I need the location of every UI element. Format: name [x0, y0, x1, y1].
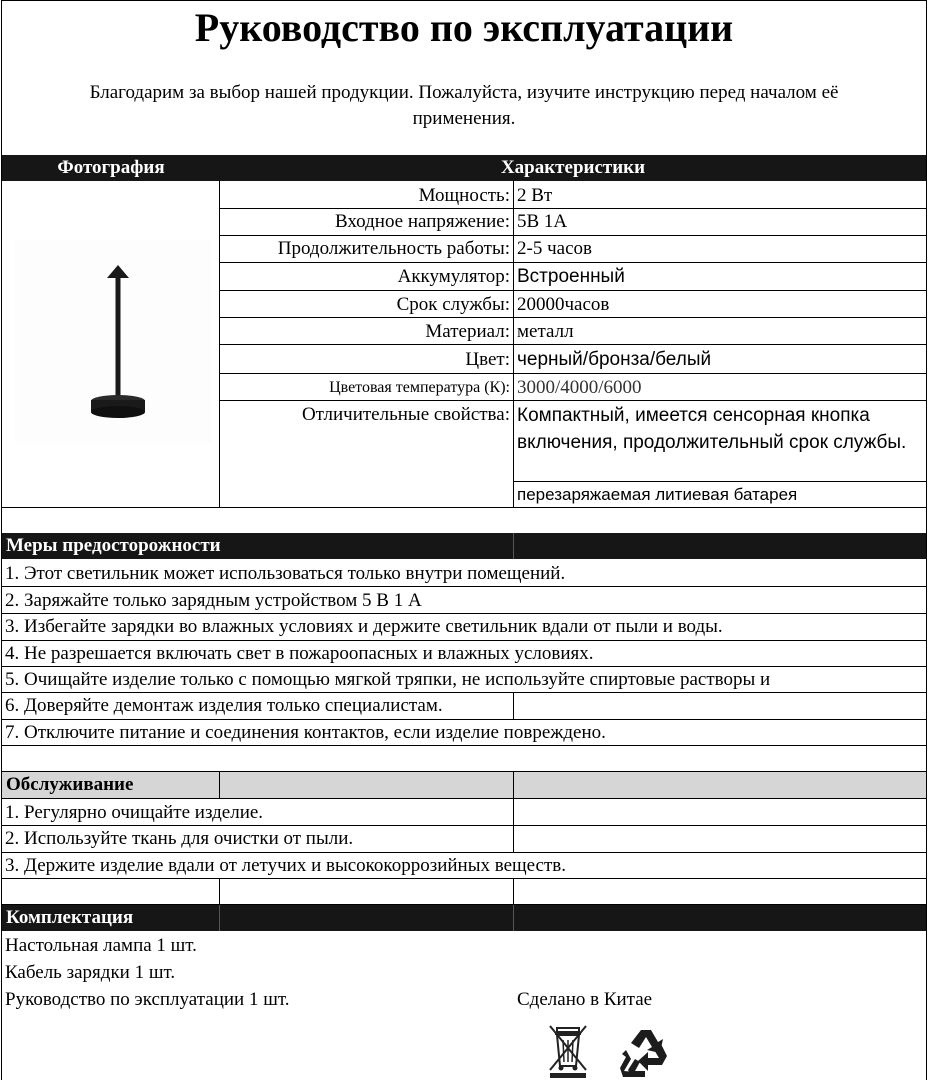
maintenance-item: 3. Держите изделие вдали от летучих и высококоррозийных веществ.: [5, 855, 567, 876]
precautions-header: [2, 533, 926, 559]
package-title: Комплектация: [6, 907, 134, 928]
product-photo: [15, 240, 211, 445]
intro-text: Благодарим за выбор нашей продукции. Пожалуйста, изучите инструкцию перед началом её применения.: [89, 82, 839, 129]
spec-value: 2-5 часов: [517, 238, 592, 259]
package-header: [2, 905, 926, 931]
spec-label: Цвет:: [465, 349, 510, 370]
spec-value: Компактный, имеется сенсорная кнопка включения, продолжительный срок службы.: [517, 405, 907, 453]
package-item: Руководство по эксплуатации 1 шт.: [5, 989, 290, 1010]
spec-table-header: [2, 155, 926, 181]
recycle-icon: [620, 1026, 672, 1078]
spec-label: Срок службы:: [396, 294, 510, 315]
spec-label: Аккумулятор:: [397, 266, 510, 287]
page-title: Руководство по эксплуатации: [194, 5, 734, 50]
precaution-item: 2. Заряжайте только зарядным устройством 5 В 1 А: [5, 590, 422, 611]
grid-line: [219, 905, 220, 931]
grid-line: [219, 290, 926, 291]
spec-value: 2 Вт: [517, 185, 553, 206]
maintenance-header: [2, 772, 926, 798]
photo-column-header: Фотография: [57, 157, 165, 178]
spec-value: черный/бронза/белый: [517, 349, 712, 370]
grid-line: [2, 798, 926, 799]
spec-label: Материал:: [425, 321, 510, 342]
precautions-title: Меры предосторожности: [6, 535, 221, 556]
precaution-item: 5. Очищайте изделие только с помощью мягкой тряпки, не используйте спиртовые растворы и: [5, 669, 771, 690]
maintenance-title: Обслуживание: [6, 774, 134, 795]
precaution-item: 1. Этот светильник может использоваться только внутри помещений.: [5, 563, 566, 584]
spec-value-extra: перезаряжаемая литиевая батарея: [517, 485, 798, 504]
package-item: Настольная лампа 1 шт.: [5, 935, 197, 956]
package-item: Кабель зарядки 1 шт.: [5, 962, 176, 983]
grid-line: [513, 878, 514, 904]
spec-label: Цветовая температура (К):: [329, 379, 510, 396]
maintenance-item: 2. Используйте ткань для очистки от пыли.: [5, 828, 354, 849]
made-in-label: Сделано в Китае: [517, 989, 653, 1010]
grid-line: [219, 373, 926, 374]
spec-label: Продолжительность работы:: [277, 238, 510, 259]
table-lamp-image: [15, 240, 211, 445]
precaution-item: 7. Отключите питание и соединения контактов, если изделие повреждено.: [5, 722, 606, 743]
grid-line: [513, 905, 514, 931]
grid-line: [513, 533, 514, 559]
spec-value: 5В 1А: [517, 211, 568, 232]
crossed-bin-icon: [546, 1022, 590, 1078]
spec-value: 3000/4000/6000: [517, 377, 642, 398]
specs-column-header: Характеристики: [500, 157, 646, 178]
spec-value: 20000часов: [517, 294, 610, 315]
precaution-item: 4. Не разрешается включать свет в пожароопасных и влажных условиях.: [5, 643, 594, 664]
spec-label: Отличительные свойства:: [301, 404, 510, 425]
spec-value: металл: [517, 321, 574, 342]
grid-line: [513, 772, 514, 798]
spec-label: Входное напряжение:: [334, 211, 510, 232]
grid-line: [219, 878, 220, 904]
spec-value: Встроенный: [517, 266, 625, 287]
grid-line: [219, 262, 926, 263]
maintenance-item: 1. Регулярно очищайте изделие.: [5, 802, 264, 823]
precaution-item: 3. Избегайте зарядки во влажных условиях и держите светильник вдали от пыли и воды.: [5, 616, 723, 637]
precaution-item: 6. Доверяйте демонтаж изделия только специалистам.: [5, 695, 443, 716]
spec-label: Мощность:: [418, 185, 510, 206]
grid-line: [219, 772, 220, 798]
